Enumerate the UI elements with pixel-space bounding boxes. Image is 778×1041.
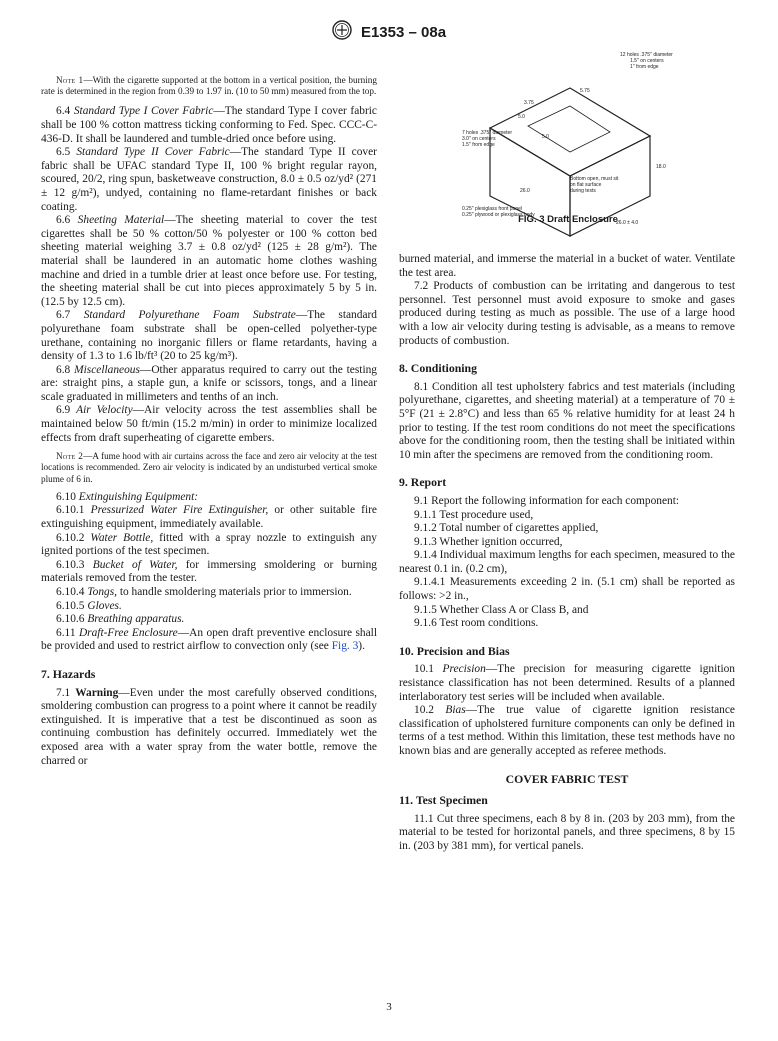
heading-11-test-specimen: 11. Test Specimen bbox=[399, 793, 488, 808]
heading-8-conditioning: 8. Conditioning bbox=[399, 361, 478, 376]
label-holes-top-3: 1'' from edge bbox=[630, 64, 659, 70]
section-10-1: 10.1 Precision—The precision for measuring cigarette ignition resistance classification has not been determined. Results of a planned interlaboratory test series will be included when available. bbox=[399, 663, 735, 703]
label-bottom-3: during tests bbox=[570, 188, 596, 194]
section-6-9: 6.9 Air Velocity—Air velocity across the test assemblies shall be maintained below 50 ft/min (15.2 m/min) in order to minimize localized effects from draft superheating of cigarette embers. bbox=[41, 404, 377, 444]
heading-10-precision: 10. Precision and Bias bbox=[399, 643, 510, 658]
page-number: 3 bbox=[386, 1001, 392, 1013]
section-7-1-continued: burned material, and immerse the material in a bucket of water. Ventilate the test area. bbox=[399, 253, 735, 279]
note-2: Note 2—A fume hood with air curtains across the face and zero air velocity at the test locations is recommended. Zero air velocity is indicated by an undisturbed vertical smoke plume of 6 in. bbox=[41, 451, 377, 484]
section-6-10-4: 6.10.4 Tongs, to handle smoldering materials prior to immersion. bbox=[56, 586, 352, 599]
section-9-1-4-1: 9.1.4.1 Measurements exceeding 2 in. (5.1 cm) shall be reported as follows: >2 in., bbox=[399, 576, 735, 603]
enclosure-top-face bbox=[490, 88, 650, 176]
draft-enclosure-figure bbox=[460, 48, 756, 238]
left-column bbox=[41, 75, 377, 768]
label-bottom-1: Bottom open, must sit bbox=[570, 176, 619, 182]
label-holes-top: 12 holes .375'' diameter bbox=[620, 52, 673, 58]
label-holes-side-3: 1.5'' from edge bbox=[462, 142, 495, 148]
label-front-1: 0.25'' plexiglass front panel bbox=[462, 206, 523, 212]
page-header bbox=[0, 20, 778, 45]
heading-9-report: 9. Report bbox=[399, 475, 447, 490]
section-6-5: 6.5 Standard Type II Cover Fabric—The standard Type II cover fabric shall be UFAC standard Type II, 100 % bright regular rayon, scoured, 20/2, ring spun, basketweave construction, 8.0 ± 0.5 oz/yd² (271 ± 12 g/m²), undyed, containing no flame-retardant finishes or back coating. bbox=[41, 146, 377, 213]
section-6-10: 6.10 Extinguishing Equipment: bbox=[56, 490, 199, 503]
label-26-0-a: 26.0 bbox=[520, 188, 530, 194]
section-6-10-5: 6.10.5 Gloves. bbox=[56, 599, 122, 612]
enclosure-top-opening bbox=[528, 106, 610, 152]
figure-3-link[interactable]: Fig. 3 bbox=[331, 640, 359, 653]
section-6-8: 6.8 Miscellaneous—Other apparatus required to carry out the testing are: straight pins, a staple gun, a knife or scissors, tongs, and a linear scale graduated in millimeters and tenths of an inch. bbox=[41, 363, 377, 403]
section-6-11: 6.11 Draft-Free Enclosure—An open draft preventive enclosure shall be provided and used to restrict airflow to convection only (see Fig. 3). bbox=[41, 626, 378, 653]
label-26-0-b: 26.0 ± 4.0 bbox=[616, 220, 639, 226]
heading-7-hazards: 7. Hazards bbox=[41, 666, 96, 681]
label-front-2: 0.25'' plywood or plexiglass body bbox=[462, 212, 535, 218]
note-1: Note 1—With the cigarette supported at the bottom in a vertical position, the burning rate is determined in the region from 0.39 to 1.97 in. (10 to 50 mm) measured from the top. bbox=[41, 75, 377, 97]
label-5-0-b: 5.0 bbox=[542, 134, 549, 140]
section-9-1-6: 9.1.6 Test room conditions. bbox=[414, 617, 539, 630]
section-10-2: 10.2 Bias—The true value of cigarette ignition resistance classification of upholstered furniture components can only be defined in terms of a test method. Within this limitation, these test methods have no known bias and are generally accepted as referee methods. bbox=[399, 704, 735, 757]
section-9-1-2: 9.1.2 Total number of cigarettes applied, bbox=[414, 522, 599, 535]
section-6-10-2: 6.10.2 Water Bottle, fitted with a spray nozzle to extinguish any ignited portions of the test specimen. bbox=[41, 531, 377, 558]
document-designation: E1353 – 08a bbox=[360, 24, 447, 41]
section-6-10-6: 6.10.6 Breathing apparatus. bbox=[56, 613, 185, 626]
section-9-1: 9.1 Report the following information for each component: bbox=[414, 494, 680, 507]
section-7-2: 7.2 Products of combustion can be irritating and dangerous to test personnel. Test personnel must avoid exposure to smoke and gases produced during testing as much as possible. The use of a large hood with a low air velocity during testing is advisable, as a means to remove products of combustion. bbox=[399, 280, 735, 347]
label-holes-side: 7 holes .375'' diameter bbox=[462, 130, 512, 136]
label-holes-top-2: 1.5'' on centers bbox=[630, 58, 664, 64]
section-6-10-1: 6.10.1 Pressurized Water Fire Extinguisher, or other suitable fire extinguishing equipment, immediately available. bbox=[41, 504, 377, 531]
astm-logo-icon bbox=[332, 20, 352, 45]
section-9-1-3: 9.1.3 Whether ignition occurred, bbox=[414, 535, 563, 548]
label-18-0: 18.0 bbox=[656, 164, 666, 170]
right-column bbox=[399, 253, 735, 854]
section-6-7: 6.7 Standard Polyurethane Foam Substrate—The standard polyurethane foam substrate shall be open-celled polyether-type urethane, containing no inorganic fillers or flame retardants, having a density of 1.3 to 1.6 lb/ft³ (20 to 25 kg/m³). bbox=[41, 309, 377, 363]
section-11-1: 11.1 Cut three specimens, each 8 by 8 in. (203 by 203 mm), from the material to be tested for horizontal panels, and three specimens, 8 by 15 in. (203 by 381 mm), for vertical panels. bbox=[399, 812, 735, 852]
label-holes-side-2: 3.0'' on centers bbox=[462, 136, 496, 142]
figure-caption: FIG. 3 Draft Enclosure bbox=[518, 214, 618, 225]
section-9-1-5: 9.1.5 Whether Class A or Class B, and bbox=[414, 603, 589, 616]
section-9-1-4: 9.1.4 Individual maximum lengths for each specimen, measured to the nearest 0.1 in. (0.2 cm), bbox=[399, 549, 735, 575]
label-3-75: 3.75 bbox=[524, 100, 534, 106]
label-bottom-2: on flat surface bbox=[570, 182, 602, 188]
section-6-4: 6.4 Standard Type I Cover Fabric—The standard Type I cover fabric shall be 100 % cotton mattress ticking conforming to Fed. Spec. CCC-C-436-D. It shall be laundered and tumble-dried once before using. bbox=[41, 105, 377, 145]
section-8-1: 8.1 Condition all test upholstery fabrics and test materials (including polyurethane, cigarettes, and sheeting material) at a temperature of 70 ± 5°F (21 ± 2.8°C) and less than 65 % relative humidity for at least 24 h prior to testing. If the test room conditions do not meet the specifications above for the conditioning room, then the testing shall be initiated within 10 min after the specimens are removed from the conditioning room. bbox=[399, 380, 735, 461]
label-5-75: 5.75 bbox=[580, 88, 590, 94]
section-6-6: 6.6 Sheeting Material—The sheeting material to cover the test cigarettes shall be 50 % cotton/50 % polyester or 100 % cotton bed sheeting material weighing 3.7 ± 0.8 oz/yd² (125 ± 28 g/m²). The material shall be laundered in an automatic home clothes washing machine and dried in a tumble drier at least once before use. For testing, the sheeting material shall be cut into pieces approximately 5 by 5 in. (12.5 by 12.5 cm). bbox=[41, 214, 377, 308]
section-6-10-3: 6.10.3 Bucket of Water, for immersing smoldering or burning materials removed from the tester. bbox=[41, 558, 377, 585]
section-9-1-1: 9.1.1 Test procedure used, bbox=[414, 508, 534, 521]
cover-fabric-test-heading: COVER FABRIC TEST bbox=[505, 771, 629, 786]
label-5-0-a: 5.0 bbox=[518, 114, 525, 120]
section-7-1: 7.1 Warning—Even under the most carefully observed conditions, smoldering combustion can progress to a point where it cannot be readily extinguished. It is imperative that a test be discontinued as soon as continuing combustion has definitely occurred. Immediately wet the exposed area with a water spray from the water bottle, remove the charred or bbox=[41, 686, 377, 767]
